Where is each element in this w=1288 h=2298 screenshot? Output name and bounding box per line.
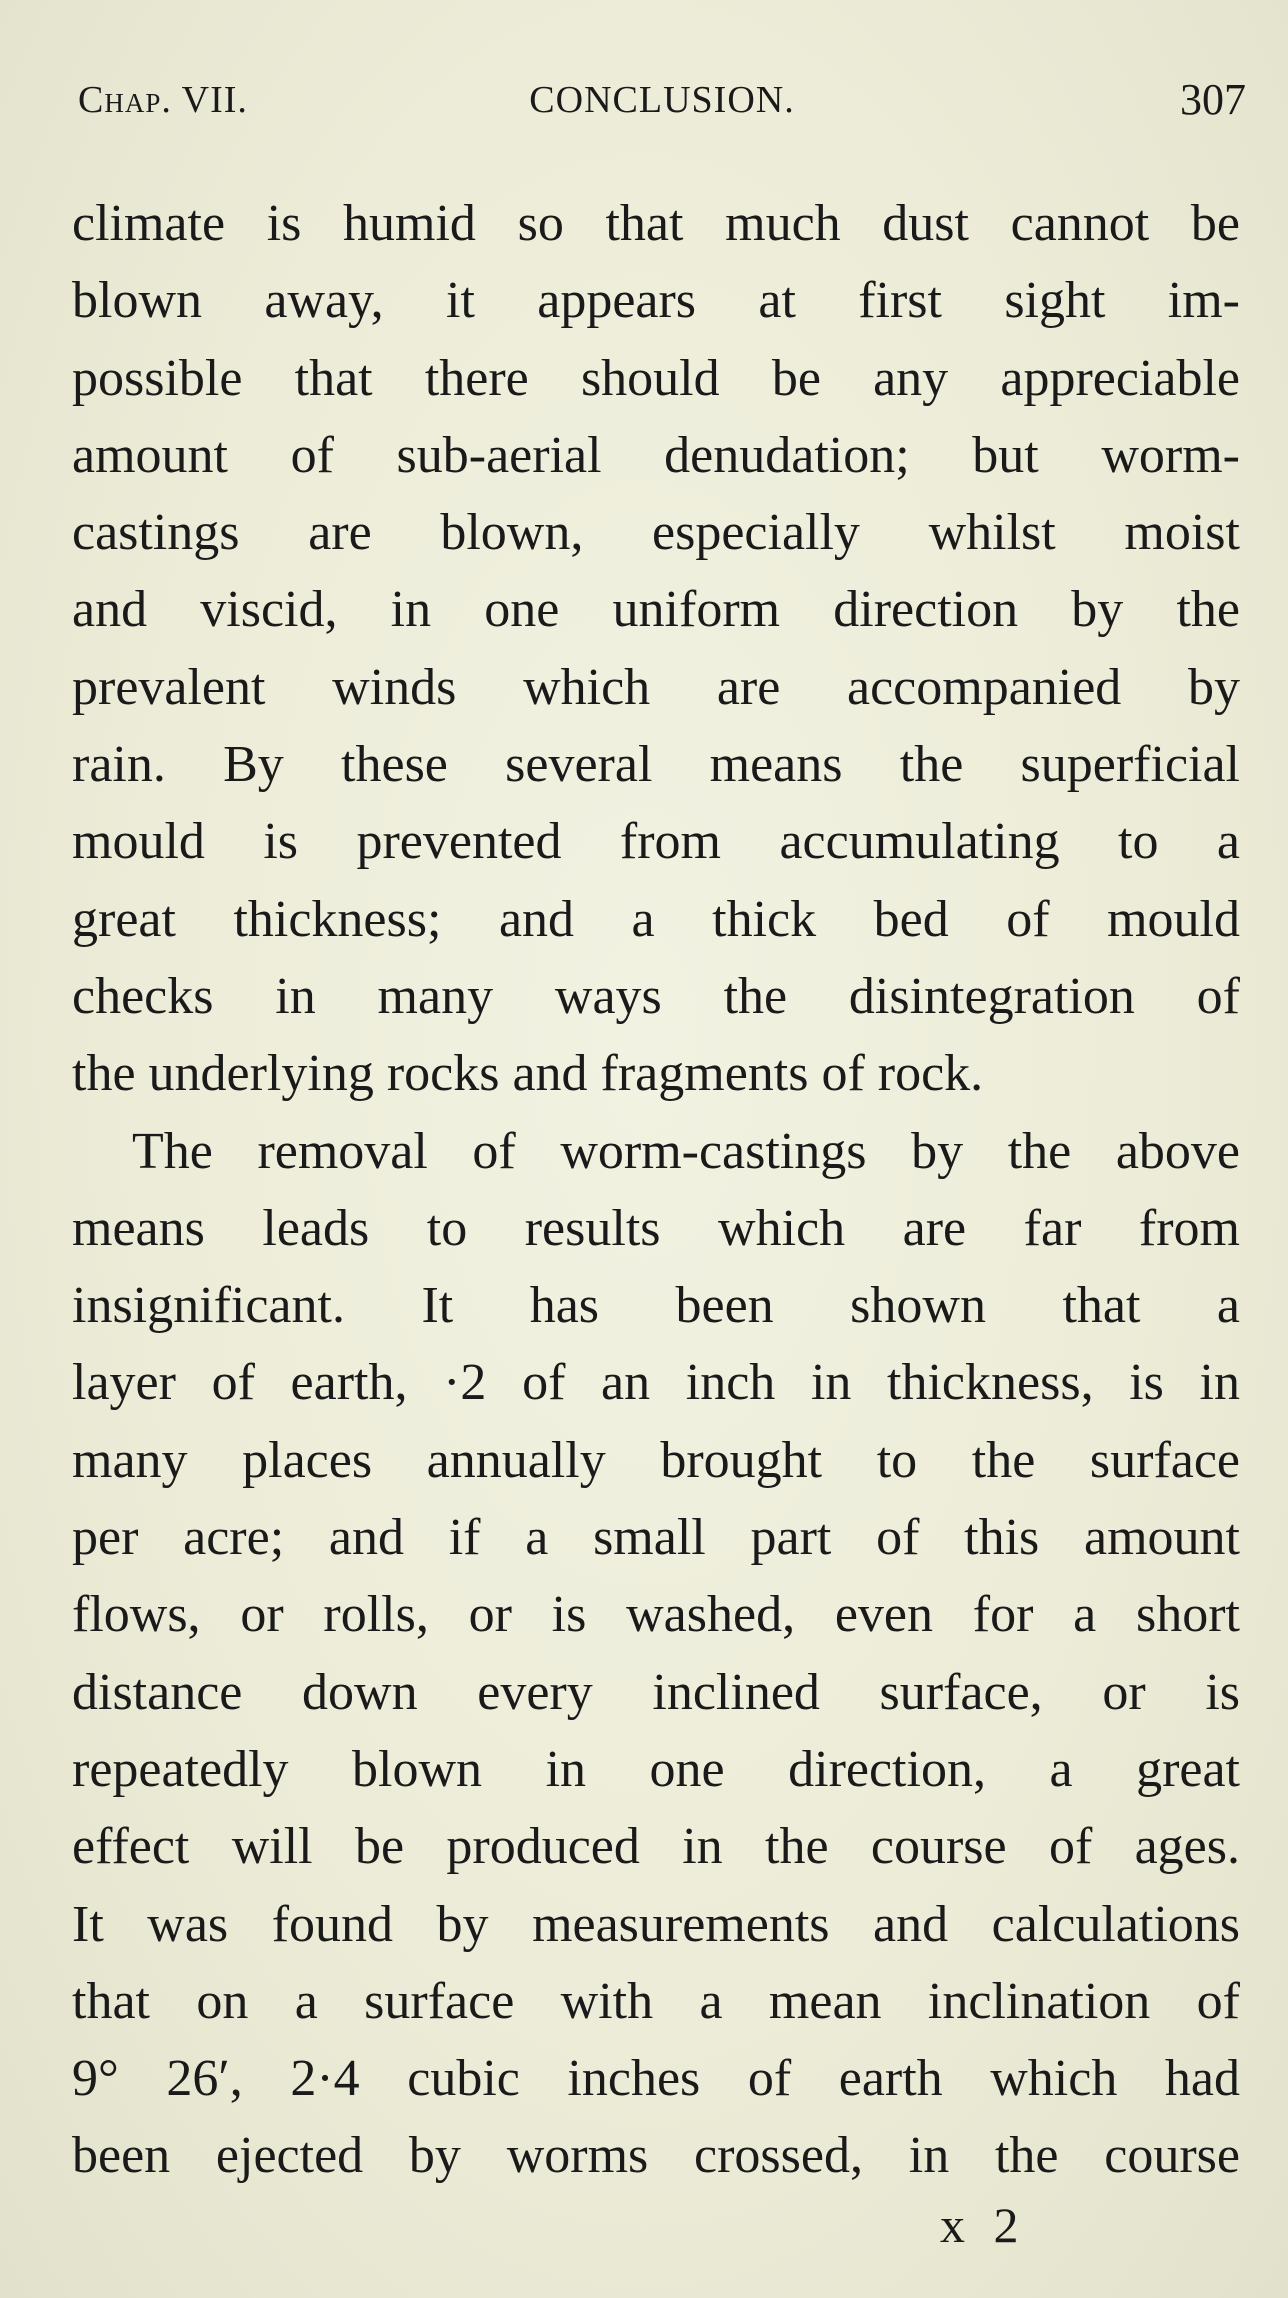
text-line: been ejected by worms crossed, in the course [72, 2127, 1240, 2185]
text-line: insignificant. It has been shown that a [72, 1277, 1240, 1335]
text-line: 9° 26′, 2·4 cubic inches of earth which had [72, 2050, 1240, 2108]
text-line: possible that there should be any appreciable [72, 349, 1240, 407]
text-line: many places annually brought to the surface [72, 1431, 1240, 1489]
text-line: effect will be produced in the course of ages. [72, 1818, 1240, 1876]
body-text [72, 185, 1240, 2195]
text-line: distance down every inclined surface, or is [72, 1663, 1240, 1721]
text-line: blown away, it appears at first sight im- [72, 272, 1240, 330]
text-line: climate is humid so that much dust cannot be [72, 195, 1240, 252]
text-line: amount of sub-aerial denudation; but worm- [72, 426, 1240, 484]
paragraph-first-line: The removal of worm-castings by the above [132, 1122, 1240, 1180]
running-header [78, 70, 1246, 130]
text-line: great thickness; and a thick bed of mould [72, 890, 1240, 948]
text-line: rain. By these several means the superficial [72, 736, 1240, 794]
chapter-title: CONCLUSION. [529, 79, 795, 121]
text-line: prevalent winds which are accompanied by [72, 658, 1240, 716]
text-line: checks in many ways the disintegration of [72, 967, 1240, 1025]
signature-mark: x 2 [940, 2197, 1027, 2253]
text-line: flows, or rolls, or is washed, even for a short [72, 1586, 1240, 1644]
text-line: the underlying rocks and fragments of rock. [72, 1045, 984, 1103]
text-line: It was found by measurements and calculations [72, 1895, 1240, 1953]
text-line: layer of earth, ·2 of an inch in thickness, is in [72, 1354, 1240, 1412]
text-line: castings are blown, especially whilst moist [72, 504, 1240, 562]
text-line: that on a surface with a mean inclination of [72, 1972, 1240, 2030]
text-line: repeatedly blown in one direction, a great [72, 1740, 1240, 1798]
text-line: means leads to results which are far from [72, 1199, 1240, 1257]
page-number: 307 [1180, 75, 1246, 124]
text-line: and viscid, in one uniform direction by the [72, 581, 1240, 639]
text-line: per acre; and if a small part of this amount [72, 1509, 1240, 1567]
chapter-label: Chap. VII. [78, 79, 248, 121]
text-line: mould is prevented from accumulating to a [72, 813, 1240, 871]
